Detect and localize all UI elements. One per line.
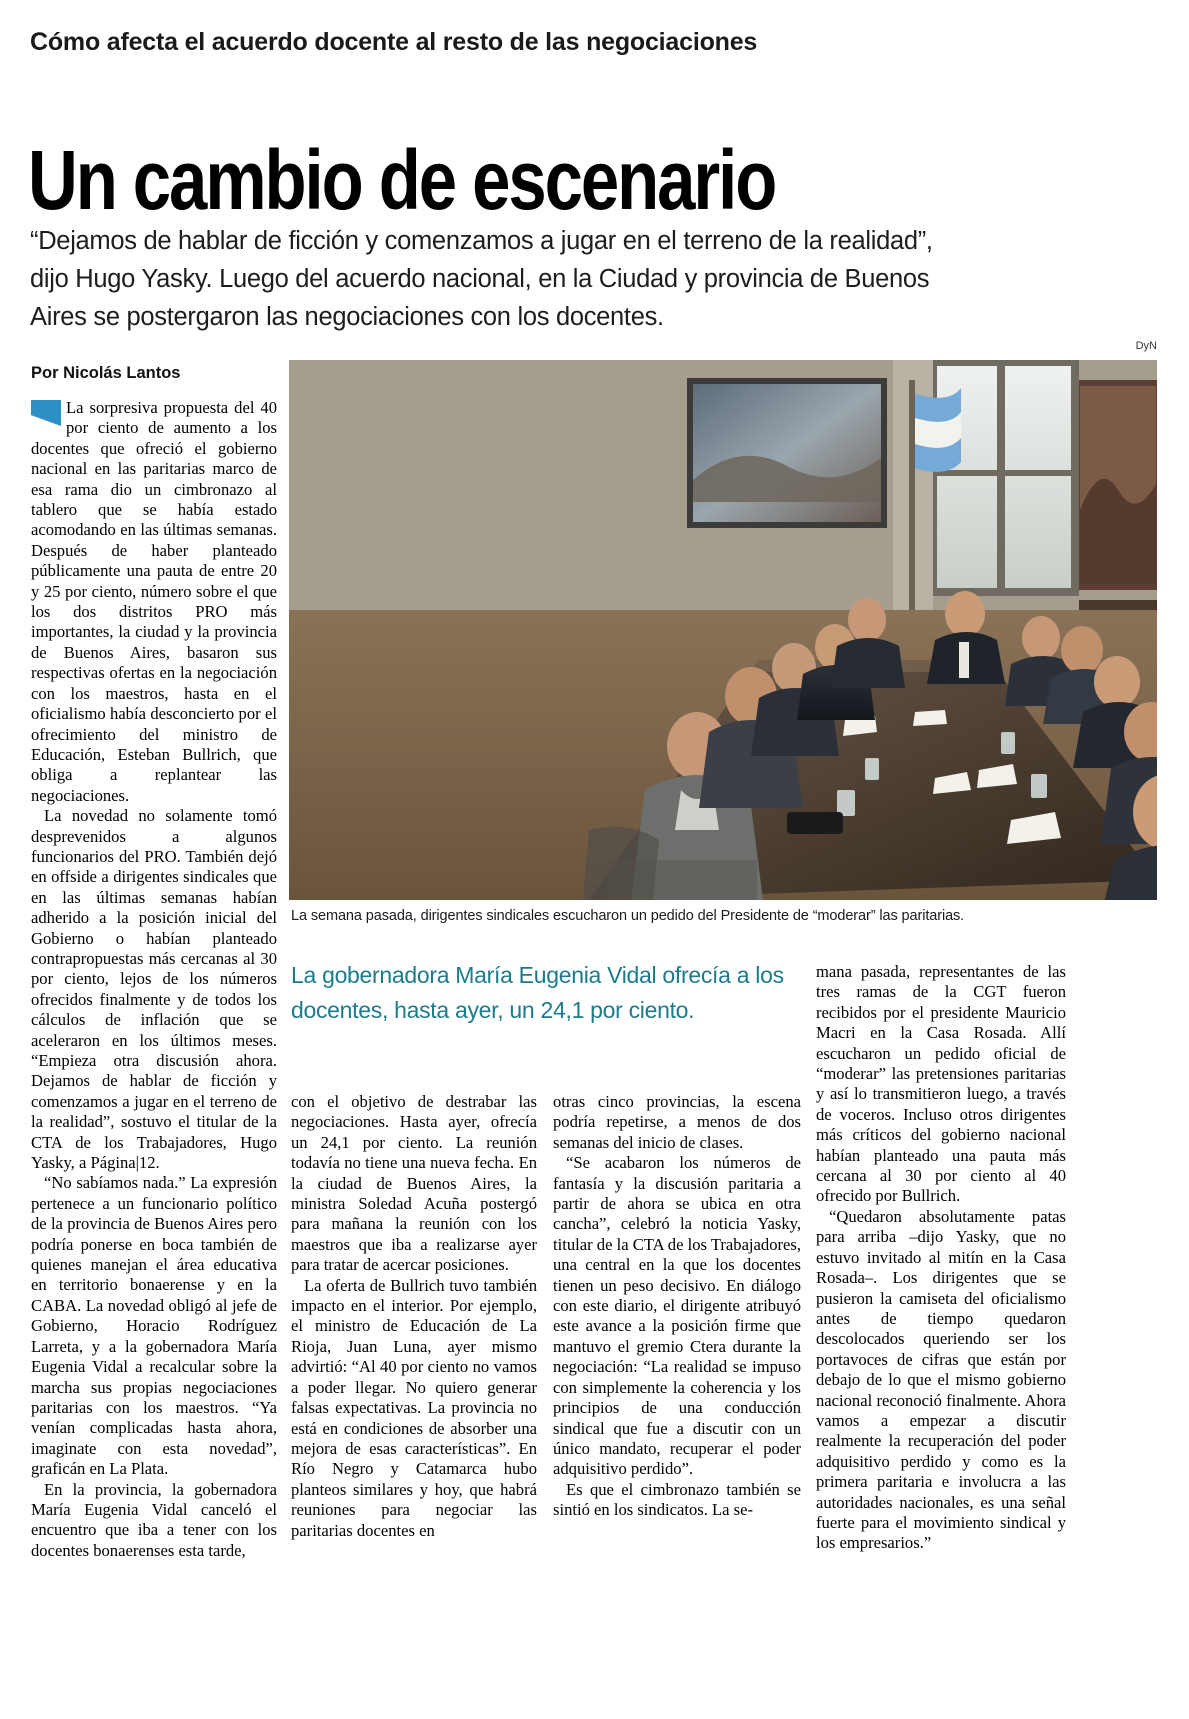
pull-quote: La gobernadora María Eugenia Vidal ofrecía a los docentes, hasta ayer, un 24,1 por ciento. (291, 962, 784, 1023)
paragraph-text: mana pasada, representantes de las tres ramas de la CGT fueron recibidos por el presidente Mauricio Macri en la Casa Rosada. Allí escucharon un pedido oficial de “moderar” las pretensiones paritarias y así lo transmitieron luego, a través de voceros. Incluso otros dirigentes más críticos del gobierno nacional habían planteado una pauta más cercana al 30 por ciento al 40 ofrecido por Bullrich. (816, 962, 1066, 1206)
paragraph-text: La sorpresiva propuesta del 40 por ciento de aumento a los docentes que ofreció el gobierno nacional en las paritarias marco de esa rama dio un cimbronazo al tablero que se había estado acomodando en las últimas semanas. Después de haber planteado públicamente una pauta de entre 20 y 25 por ciento, número sobre el que los dos distritos PRO más importantes, la ciudad y la provincia de Buenos Aires, basaron sus respectivas ofertas en la negociación con los maestros, hasta en el oficialismo había desconcierto por el ofrecimiento del ministro de Educación, Esteban Bullrich, que obliga a replantear las negociaciones. (31, 398, 277, 805)
body-column-1 (31, 398, 277, 1561)
body-column-2 (291, 1092, 537, 1541)
paragraph (31, 398, 277, 806)
paragraph (31, 1480, 277, 1562)
paragraph-text: otras cinco provincias, la escena podría repetirse, a menos de dos semanas del inicio de clases. (553, 1092, 801, 1152)
page-title: Un cambio de escenario (28, 133, 776, 228)
paragraph (31, 806, 277, 1173)
meeting-room-illustration (289, 360, 1157, 900)
article-standfirst: “Dejamos de hablar de ficción y comenzamos a jugar en el terreno de la realidad”, dijo Hugo Yasky. Luego del acuerdo nacional, en la Ciudad y provincia de Buenos Aires se postergaron las negociaciones con los docentes. (30, 227, 933, 331)
byline: Por Nicolás Lantos (31, 364, 181, 382)
article-kicker: Cómo afecta el acuerdo docente al resto de las negociaciones (30, 28, 758, 56)
paragraph (816, 1207, 1066, 1554)
paragraph (31, 1173, 277, 1479)
paragraph-text: con el objetivo de destrabar las negociaciones. Hasta ayer, ofrecía un 24,1 por ciento. La reunión todavía no tiene una nueva fecha. En la ciudad de Buenos Aires, la ministra Soledad Acuña postergó para mañana la reunión con los maestros que iba a realizarse ayer para tratar de acercar posiciones. (291, 1092, 537, 1275)
paragraph (553, 1480, 801, 1521)
paragraph-text: “Quedaron absolutamente patas para arriba –dijo Yasky, que no estuvo invitado al mitín en la Casa Rosada–. Los dirigentes que se pusieron la camiseta del oficialismo antes de tiempo quedaron descolocados queriendo ser los portavoces de cifras que están por debajo de lo que el mismo gobierno nacional reconoció finalmente. Ahora vamos a empezar a discutir realmente la recuperación del poder adquisitivo perdido y como es la primera paritaria e involucra a las autoridades nacionales, es una señal fuerte para el movimiento sindical y los empresarios.” (816, 1206, 1066, 1553)
paragraph (291, 1092, 537, 1276)
paragraph-text: “Se acabaron los números de fantasía y la discusión paritaria a partir de ahora se ubica en otra cancha”, celebró la noticia Yasky, titular de la CTA de los Trabajadores, una central en la que los docentes tienen un peso decisivo. En diálogo con este diario, el dirigente atribuyó este avance a la posición firme que mantuvo el gremio Ctera durante la negociación: “La realidad se impuso con simplemente la coherencia y los principios de una conducción sindical que fue a discutir con un único mandato, recuperar el poder adquisitivo perdido”. (553, 1153, 801, 1479)
paragraph-text: La novedad no solamente tomó desprevenidos a algunos funcionarios del PRO. También dejó en offside a dirigentes sindicales que en las últimas semanas habían adherido a la posición inicial del Gobierno o habían planteado contrapropuestas más cercanas al 30 por ciento, lejos de los números ofrecidos finalmente y de todos los cálculos de inflación que se aceleraron en los últimos meses. “Empieza otra discusión ahora. Dejamos de hablar de ficción y comenzamos a jugar en el terreno de la realidad”, sostuvo el titular de la CTA de los Trabajadores, Hugo Yasky, a Página|12. (31, 806, 277, 1173)
paragraph (291, 1276, 537, 1541)
paragraph-text: En la provincia, la gobernadora María Eugenia Vidal canceló el encuentro que iba a tener con los docentes bonaerenses esta tarde, (31, 1479, 277, 1560)
photo-credit: DyN (1135, 340, 1157, 352)
paragraph-text: Es que el cimbronazo también se sintió en los sindicatos. La se- (553, 1479, 801, 1520)
dropcap-marker-icon (31, 400, 61, 426)
body-column-4 (816, 962, 1066, 1554)
paragraph (816, 962, 1066, 1207)
paragraph (553, 1153, 801, 1480)
paragraph-text: La oferta de Bullrich tuvo también impacto en el interior. Por ejemplo, el ministro de Educación de La Rioja, Juan Luna, ayer mismo advirtió: “Al 40 por ciento no vamos a poder llegar. No quiero generar falsas expectativas. La provincia no está en condiciones de absorber una mejora de esas características”. En Río Negro y Catamarca hubo planteos similares y hoy, que habrá reuniones para negociar las paritarias docentes en (291, 1275, 537, 1540)
photo-caption: La semana pasada, dirigentes sindicales escucharon un pedido del Presidente de “moderar” las paritarias. (291, 908, 965, 924)
paragraph (553, 1092, 801, 1153)
article-photo (289, 360, 1157, 900)
paragraph-text: “No sabíamos nada.” La expresión pertenece a un funcionario político de la provincia de Buenos Aires pero podría ponerse en boca también de quienes manejan el área educativa en territorio bonaerense y en la CABA. La novedad obligó al jefe de Gobierno, Horacio Rodríguez Larreta, y a la gobernadora María Eugenia Vidal a recalcular sobre la marcha sus propias negociaciones paritarias con los maestros. “Ya venían complicadas hasta ahora, imaginate con esta novedad”, graficán en La Plata. (31, 1173, 277, 1479)
body-column-3 (553, 1092, 801, 1521)
